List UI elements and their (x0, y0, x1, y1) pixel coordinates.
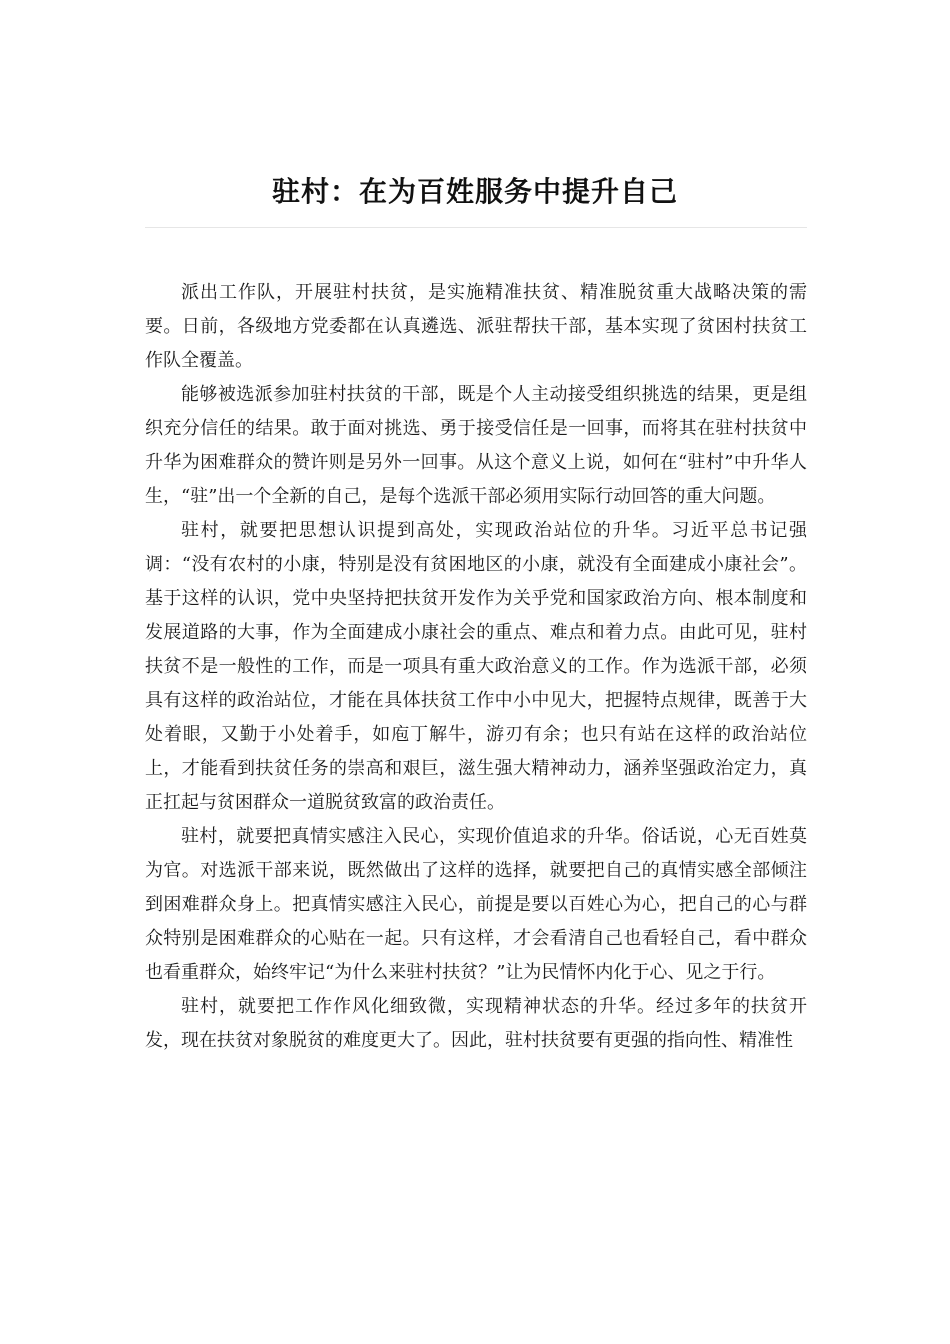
paragraph: 派出工作队，开展驻村扶贫，是实施精准扶贫、精准脱贫重大战略决策的需要。日前，各级地方党委都在认真遴选、派驻帮扶干部，基本实现了贫困村扶贫工作队全覆盖。 (145, 282, 807, 371)
article-body (145, 276, 807, 1058)
document-title: 驻村：在为百姓服务中提升自己 (271, 175, 678, 208)
paragraph: 驻村，就要把工作作风化细致微，实现精神状态的升华。经过多年的扶贫开发，现在扶贫对象脱贫的难度更大了。因此，驻村扶贫要有更强的指向性、精准性 (145, 996, 807, 1051)
paragraph: 驻村，就要把真情实感注入民心，实现价值追求的升华。俗话说，心无百姓莫为官。对选派干部来说，既然做出了这样的选择，就要把自己的真情实感全部倾注到困难群众身上。把真情实感注入民心，前提是要以百姓心为心，把自己的心与群众特别是困难群众的心贴在一起。只有这样，才会看清自己也看轻自己，看中群众也看重群众，始终牢记“为什么来驻村扶贫？”让为民情怀内化于心、见之于行。 (145, 826, 807, 983)
title-divider (145, 227, 807, 228)
paragraph: 驻村，就要把思想认识提到高处，实现政治站位的升华。习近平总书记强调：“没有农村的小康，特别是没有贫困地区的小康，就没有全面建成小康社会”。基于这样的认识，党中央坚持把扶贫开发作为关乎党和国家政治方向、根本制度和发展道路的大事，作为全面建成小康社会的重点、难点和着力点。由此可见，驻村扶贫不是一般性的工作，而是一项具有重大政治意义的工作。作为选派干部，必须具有这样的政治站位，才能在具体扶贫工作中小中见大，把握特点规律，既善于大处着眼，又勤于小处着手，如庖丁解牛，游刃有余；也只有站在这样的政治站位上，才能看到扶贫任务的崇高和艰巨，滋生强大精神动力，涵养坚强政治定力，真正扛起与贫困群众一道脱贫致富的政治责任。 (145, 520, 807, 813)
paragraph: 能够被选派参加驻村扶贫的干部，既是个人主动接受组织挑选的结果，更是组织充分信任的结果。敢于面对挑选、勇于接受信任是一回事，而将其在驻村扶贫中升华为困难群众的赞许则是另外一回事。从这个意义上说，如何在“驻村”中升华人生，“驻”出一个全新的自己，是每个选派干部必须用实际行动回答的重大问题。 (145, 384, 807, 507)
